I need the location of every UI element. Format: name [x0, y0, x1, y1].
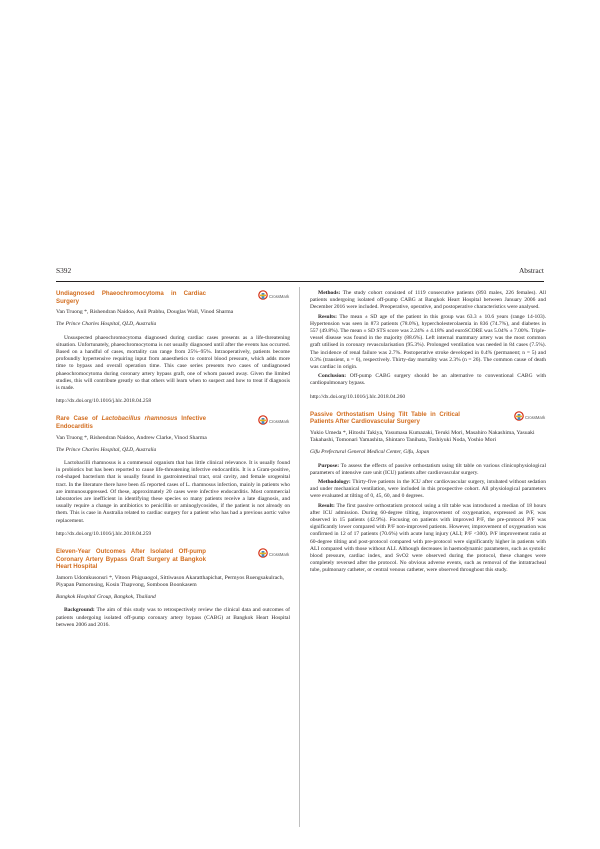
para-label: Result: [318, 502, 335, 509]
header-rule [56, 281, 544, 282]
crossmark-badge[interactable] [258, 290, 288, 304]
conclusion-paragraph [310, 373, 546, 387]
purpose-paragraph [310, 463, 546, 477]
page-number: S392 [56, 266, 72, 275]
crossmark-icon [258, 415, 268, 427]
para-text: The aim of this study was to retrospectively review the clinical data and outcomes of patients undergoing isolated off-pump coronary artery bypass (CABG) at Bangkok Heart Hospital between 2006 and 2016. [56, 607, 290, 628]
doi-link[interactable]: http://dx.doi.org/10.1016/j.hlc.2018.04.260 [310, 393, 406, 400]
result-paragraph [310, 503, 546, 575]
article-title[interactable]: Undiagnosed Phaeochromocytoma in Cardiac Surgery [56, 290, 206, 305]
para-label: Methodology: [318, 479, 351, 486]
right-column [310, 290, 546, 581]
para-label: Background: [64, 607, 95, 614]
crossmark-label: CrossMark [525, 414, 546, 420]
crossmark-badge[interactable] [258, 415, 288, 429]
article-lactobacillus [56, 415, 290, 538]
article-title[interactable]: Eleven-Year Outcomes After Isolated Off-pump Coronary Artery Bypass Graft Surgery at Bangkok Heart Hospital [56, 548, 206, 571]
crossmark-badge[interactable] [514, 411, 544, 425]
section-label: Abstract [518, 266, 544, 275]
para-text: The study cohort consisted of 1119 consecutive patients (893 males, 226 females). All patients undergoing isolated off-pump CABG at Bangkok Heart Hospital between January 2006 and December 2016 were included. Preoperative, operative, and postoperative characteristics were analysed. [310, 290, 546, 311]
article-affiliation: Bangkok Hospital Group, Bangkok, Thailand [56, 594, 156, 601]
crossmark-label: CrossMark [269, 294, 290, 299]
crossmark-icon [258, 548, 268, 560]
article-affiliation: The Prince Charles Hospital, QLD, Australia [56, 446, 157, 453]
article-tilt-table [310, 411, 546, 575]
methods-paragraph [310, 290, 546, 312]
para-text: The first passive orthostatism protocol using a tilt table was introduced a median of 18 hours after ICU admission. During 60-degree tilting, improvement of oxygenation, expressed as P/F, was observed in 15 patients (42.9%). Focusing on patients with improved P/F, the pre-protocol P/F was significantly lower compared with P/F non-improved patients. However, improvement of oxygenation was confirmed in 12 of 17 patients (70.6%) with acute lung injury (ALI; P/F <300). P/F improvement ratio at 60-degree tilting and post-protocol compared with pre-protocol were significantly higher in patients with ALI compared with those without ALI. Although decreases in haemodynamic parameters, such as systolic blood pressure, cardiac index, and SvO2 were observed during the protocol, these changes were completely reversed after the protocol. No obvious adverse events, such as removal of the intratracheal tube, pulmonary catheter, or central venous catheter, were observed throughout this study. [310, 502, 546, 574]
crossmark-icon [514, 411, 524, 423]
para-label: Methods: [318, 290, 341, 296]
crossmark-badge[interactable] [258, 548, 288, 562]
article-affiliation: Gifu Prefectural General Medical Center, Gifu, Japan [310, 449, 430, 456]
crossmark-icon [258, 290, 268, 302]
para-label: Purpose: [318, 462, 340, 469]
para-text: Thirty-five patients in the ICU after cardiovascular surgery, intubated without sedation and under mechanical ventilation, were included in this prospective cohort. All physiological parameters were evaluated at tilting of 0, 45, 60, and 0 degrees. [310, 479, 546, 500]
title-suffix: Infective Endocarditis [56, 415, 207, 431]
doi-link[interactable]: http://dx.doi.org/10.1016/j.hlc.2018.04.258 [56, 398, 152, 405]
doi-link[interactable]: http://dx.doi.org/10.1016/j.hlc.2018.04.259 [56, 530, 152, 537]
crossmark-label: CrossMark [269, 552, 290, 558]
article-title[interactable]: Passive Orthostatism Using Tilt Table in Critical Patients After Cardiovascular Surgery [310, 410, 460, 426]
title-prefix: Rare Case of [56, 415, 102, 423]
title-italic: Lactobacillus rhamnosus [101, 415, 178, 423]
para-label: Results: [318, 313, 337, 320]
article-authors: Van Truong *, Rishendran Naidoo, Andrew Clarke, Vinod Sharma [56, 434, 207, 441]
article-authors: Jamorn Udomkusonsri *, Vitoon Phiguaogol, Sittiwason Akaratthapichat, Permyos Ruengsakulrach, Piyapan Pamornsing, Kosin Thapvong, Somboon Boonkasem [56, 574, 284, 589]
para-label: Conclusion: [318, 373, 347, 380]
article-phaeochromocytoma [56, 290, 290, 405]
methodology-paragraph [310, 479, 546, 501]
left-column [56, 290, 290, 635]
results-paragraph [310, 314, 546, 372]
article-body [56, 607, 290, 629]
column-divider [299, 287, 300, 827]
article-off-pump-cabg [56, 548, 290, 629]
article-body: Unsuspected phaeochromocytoma diagnosed during cardiac cases presents as a life-threatening situation. Unfortunately, phaeochromocytoma is not usually diagnosed until after the events has occurred. Based on a handful of cases, mortality can range from 25%–95%. Intraoperatively, patients become profoundly hypertensive requiring input from anaesthetics to control blood pressure, which adds more time to bypass and overall operation time. This case series presents two cases of undiagnosed phaeochromocytoma during coronary artery bypass graft, one of whom passed away. Given the limited studies, this will contribute greatly so that others will learn when to suspect and how to treat if diagnosis is made. [56, 334, 290, 392]
article-authors: Van Truong *, Rishendran Naidoo, Anil Prabhu, Douglas Wall, Vinod Sharma [56, 309, 234, 316]
crossmark-label: CrossMark [269, 419, 290, 425]
para-text: To assess the effects of passive orthostatism using tilt table on various clinicophysiological parameters of intensive care unit (ICU) patients after cardiovascular surgery. [310, 462, 546, 476]
article-body: Lactobacilli rhamnosus is a commensal organism that has little clinical relevance. It is usually found in probiotics but has been reported to cause life-threatening infective endocarditis. It is a Gram-positive, rod-shaped bacterium that is usually found in gastrointestinal tract, oral cavity, and female urogenital tract. In the literature there have been 45 reported cases of L. rhamnosus infection, mainly in patients who are immunosuppressed. Of these, approximately 20 cases were infective endocarditis. Most commercial laboratories are inefficient in identifying these species so many patients receive a late diagnosis, and usually require a change in antibiotics to penicillin or aminoglycosides, if the patient is not already on them. This is case in Australia related to cardiac surgery for a patient who has had a previous aortic valve replacement. [56, 460, 290, 524]
para-text: Off-pump CABG surgery should be an alternative to conventional CABG with cardiopulmonary bypass. [310, 373, 546, 387]
para-text: The mean ± SD age of the patient in this group was 63.3 ± 10.6 years (range 14-103). Hypertension was seen in 873 patients (78.0%), hypercholesterolaemia in 836 (74.7%), and diabetes in 557 (49.8%). The mean ± SD STS score was 2.24% ± 4.18% and euroSCORE was 5.04% ± 7.00%. Triple-vessel disease was found in the majority (88.6%). Left internal mammary artery was the most common graft utilised in coronary revascularisation (95.3%). Prolonged ventilation was needed in 84 cases (7.5%). The incidence of renal failure was 2.7%. Postoperative stroke developed in 0.4% (permanent; n = 5) and 0.3% (transient, n = 6), respectively. Thirty-day mortality was 2.3% (n = 26). The common cause of death was cardiac in origin. [310, 313, 546, 371]
article-off-pump-cabg-continued [310, 290, 546, 401]
page-header [56, 264, 544, 280]
article-title[interactable] [56, 415, 206, 430]
article-affiliation: The Prince Charles Hospital, QLD, Australia [56, 321, 157, 328]
article-authors: Yukio Umeda *, Hitoshi Takiya, Yasumasa Kumazaki, Teruki Mori, Masahiro Nakashima, Yasuaki Takahashi, Tomonari Yamashita, Shintaro Tanihata, Toshiyuki Noda, Yoshio Mori [310, 430, 535, 444]
